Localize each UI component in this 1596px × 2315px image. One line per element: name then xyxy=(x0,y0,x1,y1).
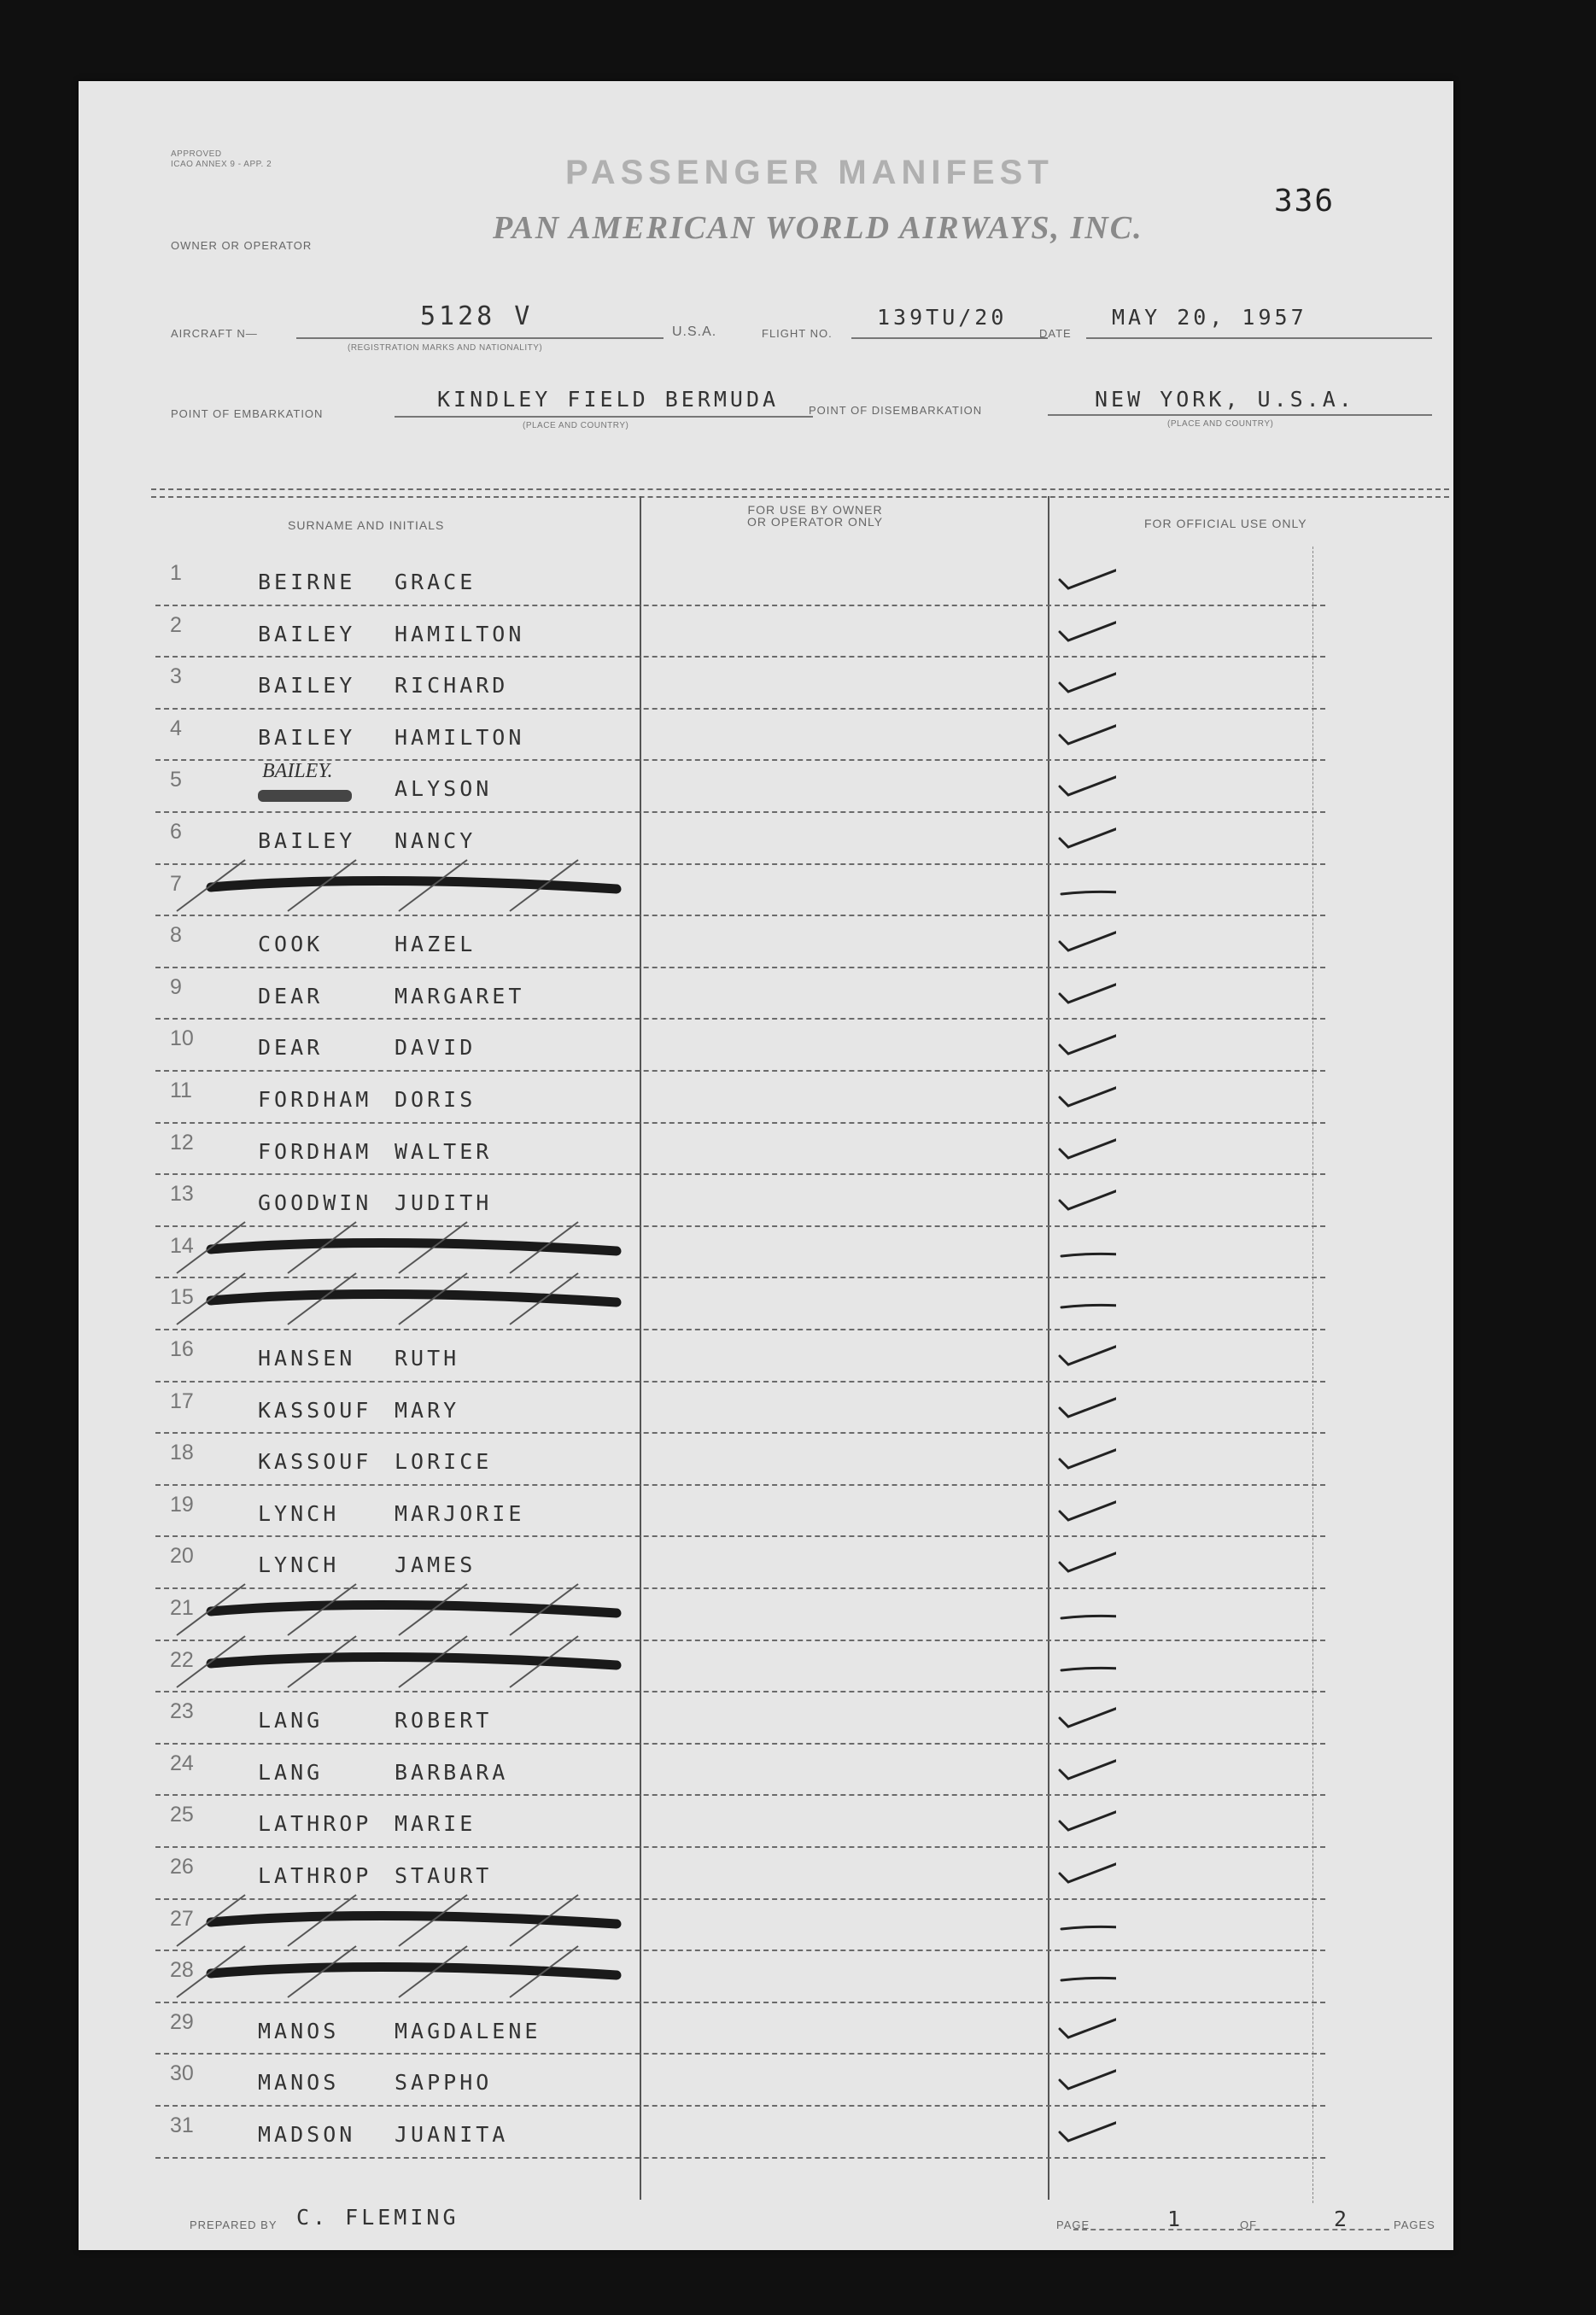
row-separator xyxy=(155,2157,1325,2159)
table-row xyxy=(79,1439,1445,1482)
table-row xyxy=(79,1025,1445,1067)
table-row xyxy=(79,1336,1445,1378)
strikethrough-scribble xyxy=(160,1631,638,1691)
passenger-given-name: NANCY xyxy=(395,828,476,853)
row-separator xyxy=(155,1691,1325,1692)
passenger-surname: DEAR xyxy=(258,984,324,1008)
passenger-surname: FORDHAM xyxy=(258,1087,372,1112)
check-mark-icon xyxy=(1056,720,1116,745)
row-number: 5 xyxy=(170,768,182,792)
passenger-given-name: MAGDALENE xyxy=(395,2019,541,2043)
check-mark-icon xyxy=(1056,1496,1116,1522)
strikethrough-scribble xyxy=(160,1579,638,1639)
row-number: 23 xyxy=(170,1699,194,1723)
check-mark-icon xyxy=(1056,1547,1116,1573)
check-mark-icon xyxy=(1056,2117,1116,2143)
passenger-given-name: SAPPHO xyxy=(395,2070,493,2095)
row-number: 24 xyxy=(170,1751,194,1775)
row-number: 4 xyxy=(170,716,182,740)
row-separator xyxy=(155,1122,1325,1124)
check-mark-icon xyxy=(1056,771,1116,797)
row-number: 21 xyxy=(170,1596,194,1620)
passenger-given-name: MARGARET xyxy=(395,984,525,1008)
handwritten-correction: BAILEY. xyxy=(262,760,333,782)
col-header-owner: FOR USE BY OWNER OR OPERATOR ONLY xyxy=(747,503,884,529)
check-mark-icon xyxy=(1056,2014,1116,2039)
passenger-given-name: JUDITH xyxy=(395,1190,493,1215)
col-header-surname: SURNAME AND INITIALS xyxy=(288,518,445,532)
passenger-given-name: MARJORIE xyxy=(395,1501,525,1526)
row-separator xyxy=(155,1381,1325,1383)
aircraft-value: 5128 V xyxy=(420,301,534,331)
aircraft-label: AIRCRAFT N— xyxy=(171,327,258,340)
check-mark-icon xyxy=(1056,1082,1116,1108)
table-row xyxy=(79,921,1445,964)
passenger-surname: LATHROP xyxy=(258,1863,372,1888)
check-mark-icon xyxy=(1056,668,1116,693)
passenger-given-name: MARIE xyxy=(395,1811,476,1836)
strikethrough-scribble xyxy=(160,1268,638,1328)
table-row xyxy=(79,2008,1445,2051)
row-separator xyxy=(155,605,1325,606)
check-mark-icon xyxy=(1056,1393,1116,1418)
disembark-label: POINT OF DISEMBARKATION xyxy=(809,404,983,417)
table-top-rule-1 xyxy=(151,488,1449,490)
page-label: PAGE xyxy=(1056,2219,1090,2231)
table-row xyxy=(79,1646,1445,1689)
row-separator xyxy=(155,708,1325,710)
page-value: 1 xyxy=(1167,2207,1184,2231)
row-number: 8 xyxy=(170,923,182,947)
passenger-surname: KASSOUF xyxy=(258,1398,372,1423)
passenger-surname: HANSEN xyxy=(258,1346,356,1371)
row-number: 19 xyxy=(170,1493,194,1517)
check-mark-icon xyxy=(1056,1755,1116,1780)
row-number: 30 xyxy=(170,2061,194,2085)
row5-surname-scribble xyxy=(258,790,352,802)
table-row xyxy=(79,1750,1445,1792)
row-number: 27 xyxy=(170,1907,194,1931)
date-underline xyxy=(1086,337,1432,339)
passenger-surname: DEAR xyxy=(258,1035,324,1060)
date-label: DATE xyxy=(1039,327,1072,340)
passenger-surname: BAILEY xyxy=(258,828,356,853)
row-separator xyxy=(155,1018,1325,1020)
row-number: 3 xyxy=(170,664,182,688)
row-separator xyxy=(155,1743,1325,1745)
row-separator xyxy=(155,1432,1325,1434)
row-number: 1 xyxy=(170,561,182,585)
row-number: 9 xyxy=(170,975,182,999)
passenger-surname: MADSON xyxy=(258,2122,356,2147)
row-separator xyxy=(155,1535,1325,1537)
disembark-sub: (PLACE AND COUNTRY) xyxy=(1167,419,1274,429)
check-mark-icon xyxy=(1056,927,1116,952)
row-number: 14 xyxy=(170,1234,194,1258)
dash-mark-icon xyxy=(1056,875,1116,901)
footer-rule xyxy=(1073,2229,1389,2230)
row-number: 18 xyxy=(170,1441,194,1464)
embark-underline xyxy=(395,416,813,418)
passenger-given-name: HAZEL xyxy=(395,932,476,956)
row-number: 10 xyxy=(170,1026,194,1050)
row-number: 22 xyxy=(170,1648,194,1672)
prepared-label: PREPARED BY xyxy=(190,2219,278,2231)
flight-label: FLIGHT NO. xyxy=(762,327,833,340)
embark-label: POINT OF EMBARKATION xyxy=(171,407,324,420)
dash-mark-icon xyxy=(1056,1237,1116,1263)
table-row xyxy=(79,559,1445,602)
passenger-surname: BAILEY xyxy=(258,673,356,698)
check-mark-icon xyxy=(1056,1134,1116,1160)
dash-mark-icon xyxy=(1056,1289,1116,1314)
passenger-surname: KASSOUF xyxy=(258,1449,372,1474)
embark-value: KINDLEY FIELD BERMUDA xyxy=(437,387,780,412)
passenger-surname: LANG xyxy=(258,1760,324,1785)
row-number: 16 xyxy=(170,1337,194,1361)
usa-label: U.S.A. xyxy=(672,324,717,339)
row-separator xyxy=(155,1329,1325,1330)
passenger-surname: LANG xyxy=(258,1708,324,1733)
row-separator xyxy=(155,2002,1325,2003)
passenger-surname: BAILEY xyxy=(258,725,356,750)
passenger-given-name: JUANITA xyxy=(395,2122,509,2147)
manifest-page xyxy=(79,81,1453,2250)
date-value: MAY 20, 1957 xyxy=(1112,305,1307,330)
row-number: 20 xyxy=(170,1544,194,1568)
row-separator xyxy=(155,1173,1325,1175)
check-mark-icon xyxy=(1056,564,1116,590)
check-mark-icon xyxy=(1056,979,1116,1004)
table-row xyxy=(79,663,1445,705)
passenger-given-name: JAMES xyxy=(395,1552,476,1577)
passenger-surname: BAILEY xyxy=(258,622,356,646)
owner-label: OWNER OR OPERATOR xyxy=(171,239,313,252)
passenger-surname: LYNCH xyxy=(258,1501,340,1526)
table-row xyxy=(79,1698,1445,1740)
check-mark-icon xyxy=(1056,1806,1116,1832)
table-row xyxy=(79,870,1445,913)
passenger-given-name: STAURT xyxy=(395,1863,493,1888)
passenger-surname: GOODWIN xyxy=(258,1190,372,1215)
row-number: 15 xyxy=(170,1285,194,1309)
row-number: 7 xyxy=(170,872,182,896)
table-row xyxy=(79,1801,1445,1844)
passenger-given-name: RUTH xyxy=(395,1346,460,1371)
table-row xyxy=(79,1956,1445,1999)
passenger-given-name: HAMILTON xyxy=(395,725,525,750)
flight-value: 139TU/20 xyxy=(877,305,1008,330)
passenger-surname: COOK xyxy=(258,932,324,956)
passenger-given-name: DORIS xyxy=(395,1087,476,1112)
table-top-rule-2 xyxy=(151,496,1449,498)
row-number: 29 xyxy=(170,2010,194,2034)
passenger-given-name: RICHARD xyxy=(395,673,509,698)
row-number: 25 xyxy=(170,1803,194,1827)
row-separator xyxy=(155,1484,1325,1486)
passenger-surname: MANOS xyxy=(258,2019,340,2043)
strikethrough-scribble xyxy=(160,1941,638,2001)
row-separator xyxy=(155,967,1325,968)
disembark-underline xyxy=(1048,414,1432,416)
table-row xyxy=(79,1077,1445,1120)
disembark-value: NEW YORK, U.S.A. xyxy=(1095,387,1355,412)
row-number: 13 xyxy=(170,1182,194,1206)
embark-sub: (PLACE AND COUNTRY) xyxy=(523,421,629,430)
table-row xyxy=(79,973,1445,1016)
dash-mark-icon xyxy=(1056,1651,1116,1677)
check-mark-icon xyxy=(1056,617,1116,642)
table-row xyxy=(79,1129,1445,1172)
table-row xyxy=(79,2060,1445,2102)
aircraft-underline xyxy=(296,337,664,339)
prepared-value: C. FLEMING xyxy=(296,2205,459,2230)
check-mark-icon xyxy=(1056,1341,1116,1366)
aircraft-sub: (REGISTRATION MARKS AND NATIONALITY) xyxy=(348,343,543,353)
owner-value: PAN AMERICAN WORLD AIRWAYS, INC. xyxy=(493,210,1143,246)
dash-mark-icon xyxy=(1056,1961,1116,1987)
col-header-official: FOR OFFICIAL USE ONLY xyxy=(1144,517,1307,530)
row-separator xyxy=(155,2053,1325,2055)
check-mark-icon xyxy=(1056,1444,1116,1470)
of-label: OF xyxy=(1240,2219,1258,2231)
check-mark-icon xyxy=(1056,1030,1116,1055)
passenger-given-name: DAVID xyxy=(395,1035,476,1060)
flight-underline xyxy=(851,337,1048,339)
row-separator xyxy=(155,811,1325,813)
table-row xyxy=(79,1388,1445,1430)
passenger-surname: BEIRNE xyxy=(258,570,356,594)
check-mark-icon xyxy=(1056,1858,1116,1884)
row-number: 12 xyxy=(170,1131,194,1155)
passenger-given-name: WALTER xyxy=(395,1139,493,1164)
passenger-given-name: ROBERT xyxy=(395,1708,493,1733)
table-row xyxy=(79,611,1445,654)
row-separator xyxy=(155,2105,1325,2107)
passenger-given-name: GRACE xyxy=(395,570,476,594)
approval-stamp: APPROVED ICAO ANNEX 9 - APP. 2 xyxy=(171,149,272,169)
row-number: 31 xyxy=(170,2113,194,2137)
of-value: 2 xyxy=(1334,2207,1351,2231)
table-row xyxy=(79,2112,1445,2154)
passenger-given-name: HAMILTON xyxy=(395,622,525,646)
table-row xyxy=(79,1283,1445,1326)
pages-label: PAGES xyxy=(1394,2219,1435,2231)
page-stamp-number: 336 xyxy=(1274,184,1336,219)
passenger-surname: LATHROP xyxy=(258,1811,372,1836)
passenger-given-name: ALYSON xyxy=(395,776,493,801)
table-row xyxy=(79,1491,1445,1534)
passenger-given-name: LORICE xyxy=(395,1449,493,1474)
row-number: 17 xyxy=(170,1389,194,1413)
row-number: 11 xyxy=(170,1079,192,1102)
dash-mark-icon xyxy=(1056,1599,1116,1625)
row-separator xyxy=(155,656,1325,658)
row-number: 6 xyxy=(170,820,182,844)
row-number: 28 xyxy=(170,1958,194,1982)
row-number: 2 xyxy=(170,613,182,637)
row-separator xyxy=(155,1794,1325,1796)
passenger-surname: MANOS xyxy=(258,2070,340,2095)
row-separator xyxy=(155,1070,1325,1072)
check-mark-icon xyxy=(1056,1185,1116,1211)
dash-mark-icon xyxy=(1056,1910,1116,1936)
check-mark-icon xyxy=(1056,2065,1116,2090)
strikethrough-scribble xyxy=(160,855,638,915)
form-title: PASSENGER MANIFEST xyxy=(565,154,1054,191)
table-row xyxy=(79,715,1445,757)
row-number: 26 xyxy=(170,1855,194,1879)
row-separator xyxy=(155,915,1325,916)
row-separator xyxy=(155,1846,1325,1848)
passenger-given-name: MARY xyxy=(395,1398,460,1423)
check-mark-icon xyxy=(1056,1703,1116,1728)
passenger-given-name: BARBARA xyxy=(395,1760,509,1785)
passenger-surname: FORDHAM xyxy=(258,1139,372,1164)
passenger-surname: LYNCH xyxy=(258,1552,340,1577)
check-mark-icon xyxy=(1056,823,1116,849)
